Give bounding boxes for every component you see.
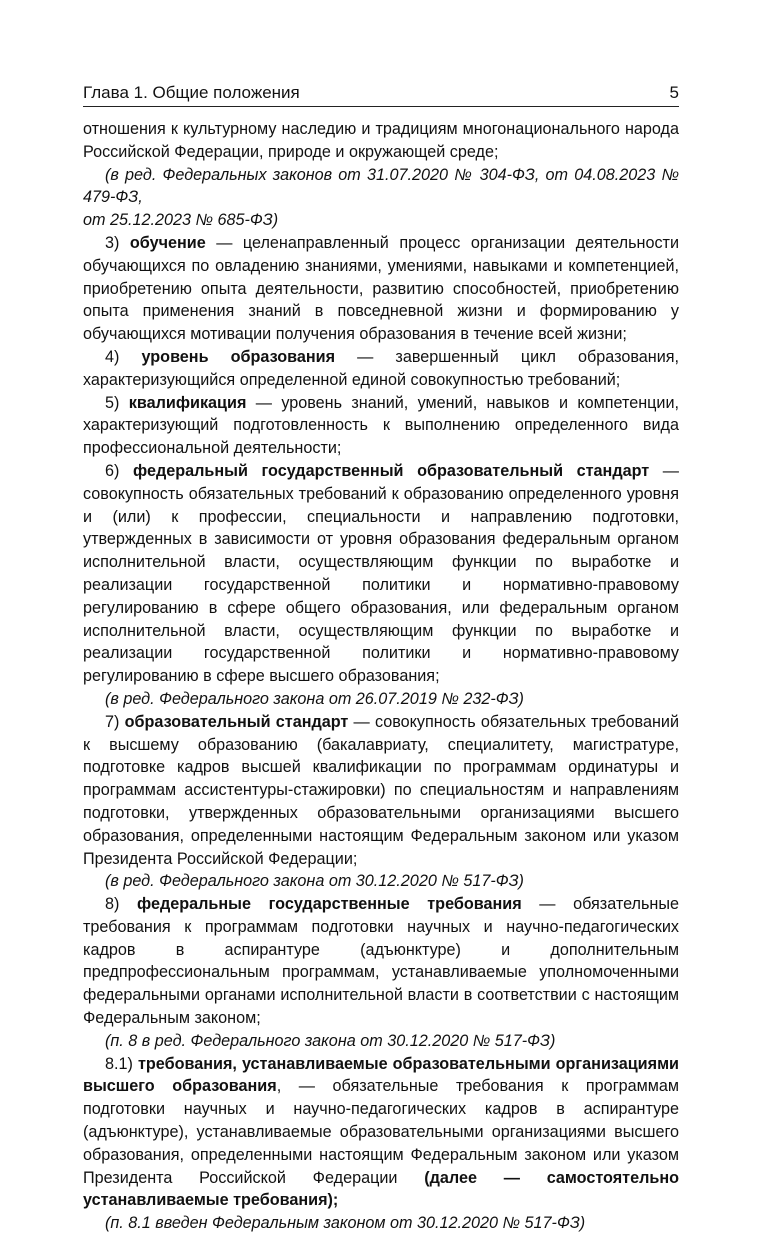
term-obuchenie: обучение	[129, 233, 206, 252]
term-trebovaniya: требования, устанавливаемые образовательными организациями высшего образования	[83, 1054, 680, 1096]
amendment-note-8-1: (п. 8.1 введен Федеральным законом от 30.12.2020 № 517-ФЗ)	[105, 1214, 586, 1233]
chapter-title: Глава 1. Общие положения	[83, 83, 300, 102]
item-8-1: 8.1) требования, устанавливаемые образовательными организациями высшего образования, — обязательные требования к программам подготовки научных и научно-педагогических кадров в аспирантуре (адъюнктуре), устанавливаемые образовательными организациями высшего образования, определенными настоящим Федеральным законом или указом Президента Российской Федерации (далее — самостоятельно устанавливаемые требования);	[83, 1054, 680, 1210]
item-8: 8) федеральные государственные требования — обязательные требования к программам подготовки научных и научно-педагогических кадров в аспирантуре (адъюнктуре) и дополнительным предпрофессиональным программам, устанавливаемые уполномоченными федеральными органами исполнительной власти в соответствии с настоящим Федеральным законом;	[83, 895, 680, 1028]
term-fgt: федеральные государственные требования	[137, 895, 522, 914]
running-header	[83, 82, 679, 107]
term-kvalifikaciya: квалификация	[128, 393, 247, 412]
amendment-note-7: (в ред. Федерального закона от 30.12.2020 № 517-ФЗ)	[105, 872, 524, 891]
term-standart: образовательный стандарт	[124, 712, 349, 731]
item-6: 6) федеральный государственный образовательный стандарт — совокупность обязательных требований к образованию определенного уровня и (или) к профессии, специальности и направлению подготовки, утвержденных в зависимости от уровня образования федеральным органом исполнительной власти, осуществляющим функции по выработке и реализации государственной политики и нормативно-правовому регулированию в сфере общего образования, или федеральным органом исполнительной власти, осуществляющим функции по выработке и реализации государственной политики и нормативно-правовому регулированию в сфере высшего образования;	[83, 461, 679, 686]
page-number: 5	[669, 83, 679, 102]
term-uroven: уровень образования	[141, 347, 336, 366]
term-samostoyatelno: (далее — самостоятельно устанавливаемые требования);	[83, 1168, 680, 1210]
term-fgos: федеральный государственный образовательный стандарт	[133, 461, 650, 480]
paragraph-continued: отношения к культурному наследию и традициям многонационального народа Российской Федерации, природе и окружающей среде;	[83, 120, 679, 161]
amendment-note-cont: от 25.12.2023 № 685-ФЗ)	[83, 211, 279, 230]
amendment-note-6: (в ред. Федерального закона от 26.07.2019 № 232-ФЗ)	[105, 689, 524, 708]
item-5: 5) квалификация — уровень знаний, умений, навыков и компетенции, характеризующий подготовленность к выполнению определенного вида профессиональной деятельности;	[83, 393, 679, 458]
item-4: 4) уровень образования — завершенный цикл образования, характеризующийся определенной единой совокупностью требований;	[83, 347, 679, 389]
document-page	[83, 82, 679, 1235]
item-3: 3) обучение — целенаправленный процесс организации деятельности обучающихся по овладению знаниями, умениями, навыками и компетенцией, приобретению опыта деятельности, развитию способностей, приобретению опыта применения знаний в повседневной жизни и формированию у обучающихся мотивации получения образования в течение всей жизни;	[83, 233, 679, 344]
amendment-note-8: (п. 8 в ред. Федерального закона от 30.12.2020 № 517-ФЗ)	[105, 1031, 556, 1050]
item-7: 7) образовательный стандарт — совокупность обязательных требований к высшему образованию (бакалавриату, специалитету, магистратуре, подготовке кадров высшей квалификации по программам ординатуры и программам ассистентуры-стажировки) по специальностям и направлениям подготовки, утвержденных образовательными организациями высшего образования, определенными настоящим Федеральным законом или указом Президента Российской Федерации;	[83, 712, 679, 868]
amendment-note: (в ред. Федеральных законов от 31.07.2020 № 304-ФЗ, от 04.08.2023 № 479-ФЗ,	[83, 165, 679, 207]
